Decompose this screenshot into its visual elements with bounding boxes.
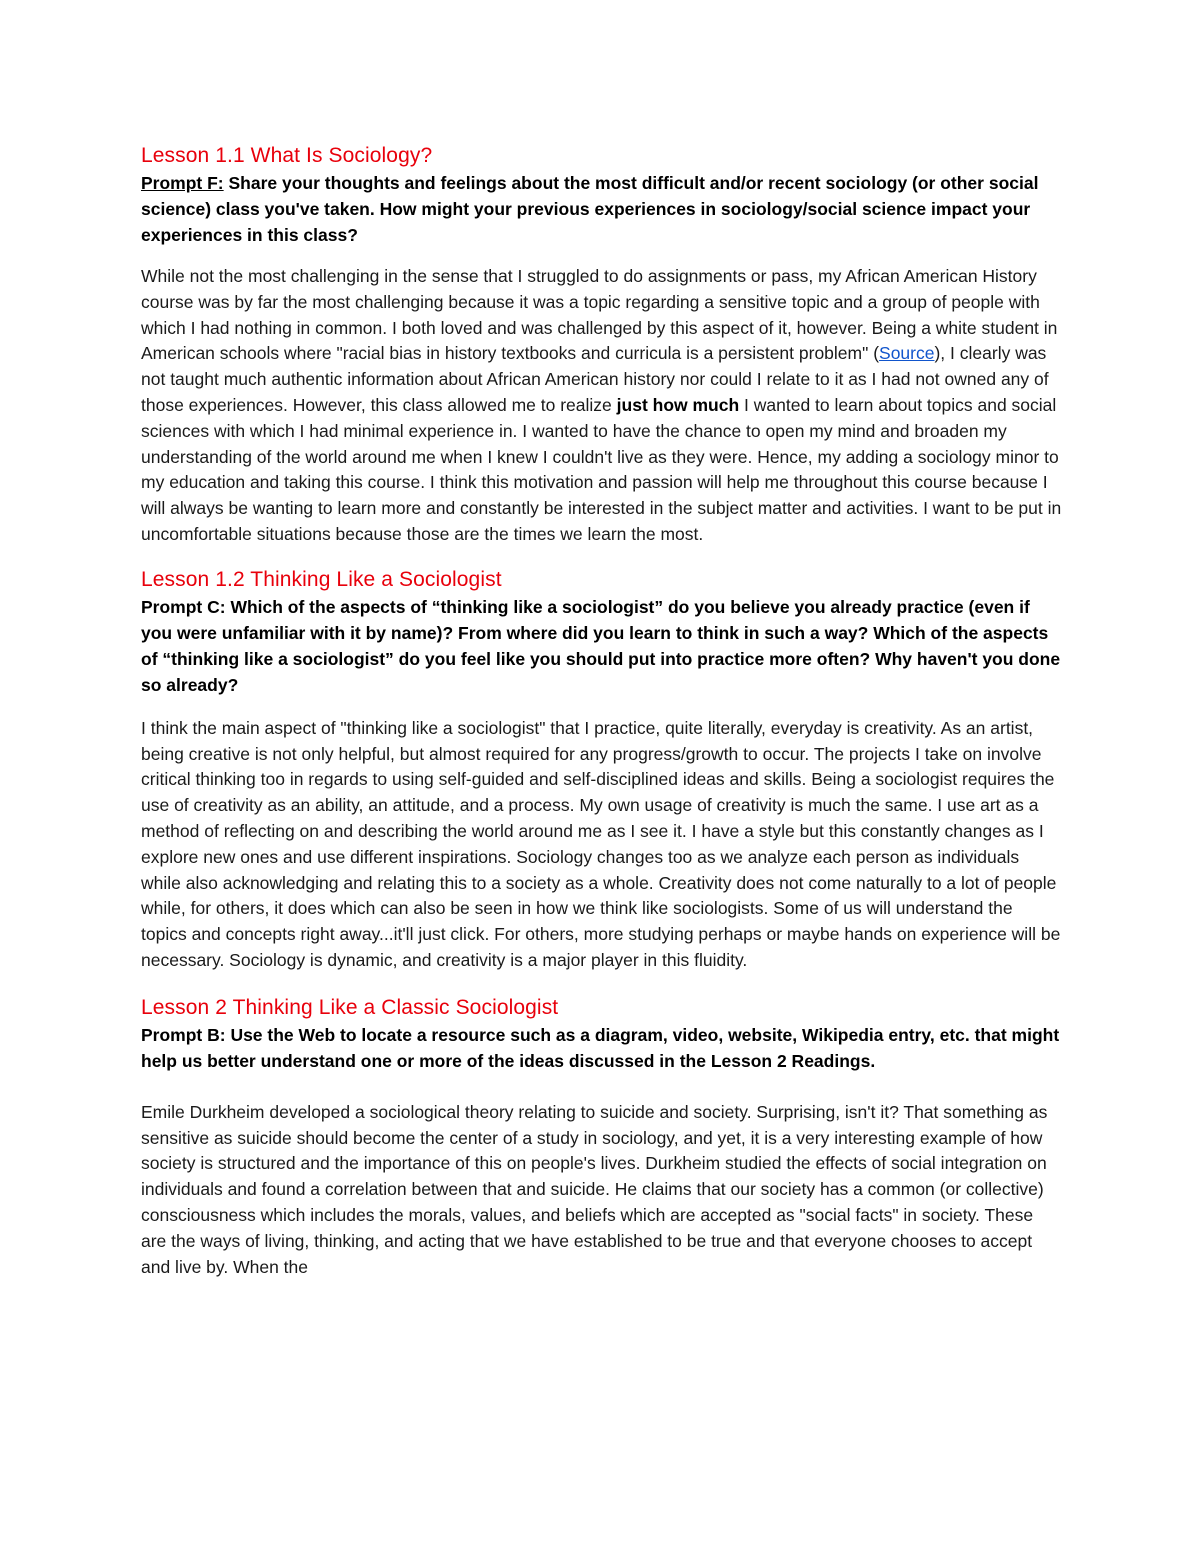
section-lesson-2 — [141, 994, 1063, 1281]
response-text-part: ), I clearly was not taught much authentic information about African American history nor could I relate to it as I had not owned any of those experiences. However, this class allowed me to realize — [141, 343, 1049, 415]
emphasis-text: just how much — [616, 394, 740, 415]
lesson-title: Lesson 1.2 Thinking Like a Sociologist — [141, 567, 502, 591]
response-paragraph: Emile Durkheim developed a sociological theory relating to suicide and society. Surprising, isn't it? That something as sensitive as suicide should become the center of a study in sociology, and yet, it is a very interesting example of how society is structured and the importance of this on people's lives. Durkheim studied the effects of social integration on individuals and found a correlation between that and suicide. He claims that our society has a common (or collective) consciousness which includes the morals, values, and beliefs which are accepted as "social facts" in society. These are the ways of living, thinking, and acting that we have established to be true and that everyone chooses to accept and live by. When the — [141, 1101, 1048, 1277]
response-paragraph — [141, 264, 1063, 548]
response-text-part: I wanted to learn about topics and social sciences with which I had minimal experience in. I wanted to have the chance to open my mind and broaden my understanding of the world around me when I knew I couldn't live as they were. Hence, my adding a sociology minor to my education and taking this course. I think this motivation and passion will help me throughout this course because I will always be wanting to learn more and constantly be interested in the subject matter and activities. I want to be put in uncomfortable situations because those are the times we learn the most. — [141, 394, 1062, 544]
document-page — [141, 142, 1063, 1280]
prompt: Prompt B: Use the Web to locate a resource such as a diagram, video, website, Wikipedia entry, etc. that might help us better understand one or more of the ideas discussed in the Lesson 2 Readings. — [141, 1024, 1060, 1071]
lesson-title: Lesson 1.1 What Is Sociology? — [141, 144, 433, 167]
response-paragraph: I think the main aspect of "thinking like a sociologist" that I practice, quite literally, everyday is creativity. As an artist, being creative is not only helpful, but almost required for any progress/growth to occur. The projects I take on involve critical thinking too in regards to using self-guided and self-disciplined ideas and skills. Being a sociologist requires the use of creativity as an ability, an attitude, and a process. My own usage of creativity is much the same. I use art as a method of reflecting on and describing the world around me as I see it. I have a style but this constantly changes as I explore new ones and use different inspirations. Sociology changes too as we analyze each person as individuals while also acknowledging and relating this to a society as a whole. Creativity does not come naturally to a lot of people while, for others, it does which can also be seen in how we think like sociologists. Some of us will understand the topics and concepts right away...it'll just click. For others, more studying perhaps or maybe hands on experience will be necessary. Sociology is dynamic, and creativity is a major player in this fluidity. — [141, 717, 1061, 970]
section-lesson-1-2 — [141, 566, 1063, 974]
prompt: Prompt C: Which of the aspects of “thinking like a sociologist” do you believe you already practice (even if you were unfamiliar with it by name)? From where did you learn to think in such a way? Which of the aspects of “thinking like a sociologist” do you feel like you should put into practice more often? Why haven't you done so already? — [141, 596, 1061, 695]
prompt — [141, 170, 1063, 248]
prompt-label: Prompt F: — [141, 173, 224, 193]
lesson-title: Lesson 2 Thinking Like a Classic Sociologist — [141, 995, 559, 1019]
blank-line — [141, 1074, 1063, 1100]
prompt-text: Share your thoughts and feelings about the most difficult and/or recent sociology (or other social science) class you've taken. How might your previous experiences in sociology/social science impact your experiences in this class? — [141, 173, 1039, 245]
section-lesson-1-1 — [141, 142, 1063, 548]
source-link[interactable]: Source — [879, 343, 935, 364]
response-text-part: While not the most challenging in the sense that I struggled to do assignments or pass, my African American History course was by far the most challenging because it was a topic regarding a sensitive topic and a group of people with which I had nothing in common. I both loved and was challenged by this aspect of it, however. Being a white student in American schools where "racial bias in history textbooks and curricula is a persistent problem" ( — [141, 266, 1058, 364]
